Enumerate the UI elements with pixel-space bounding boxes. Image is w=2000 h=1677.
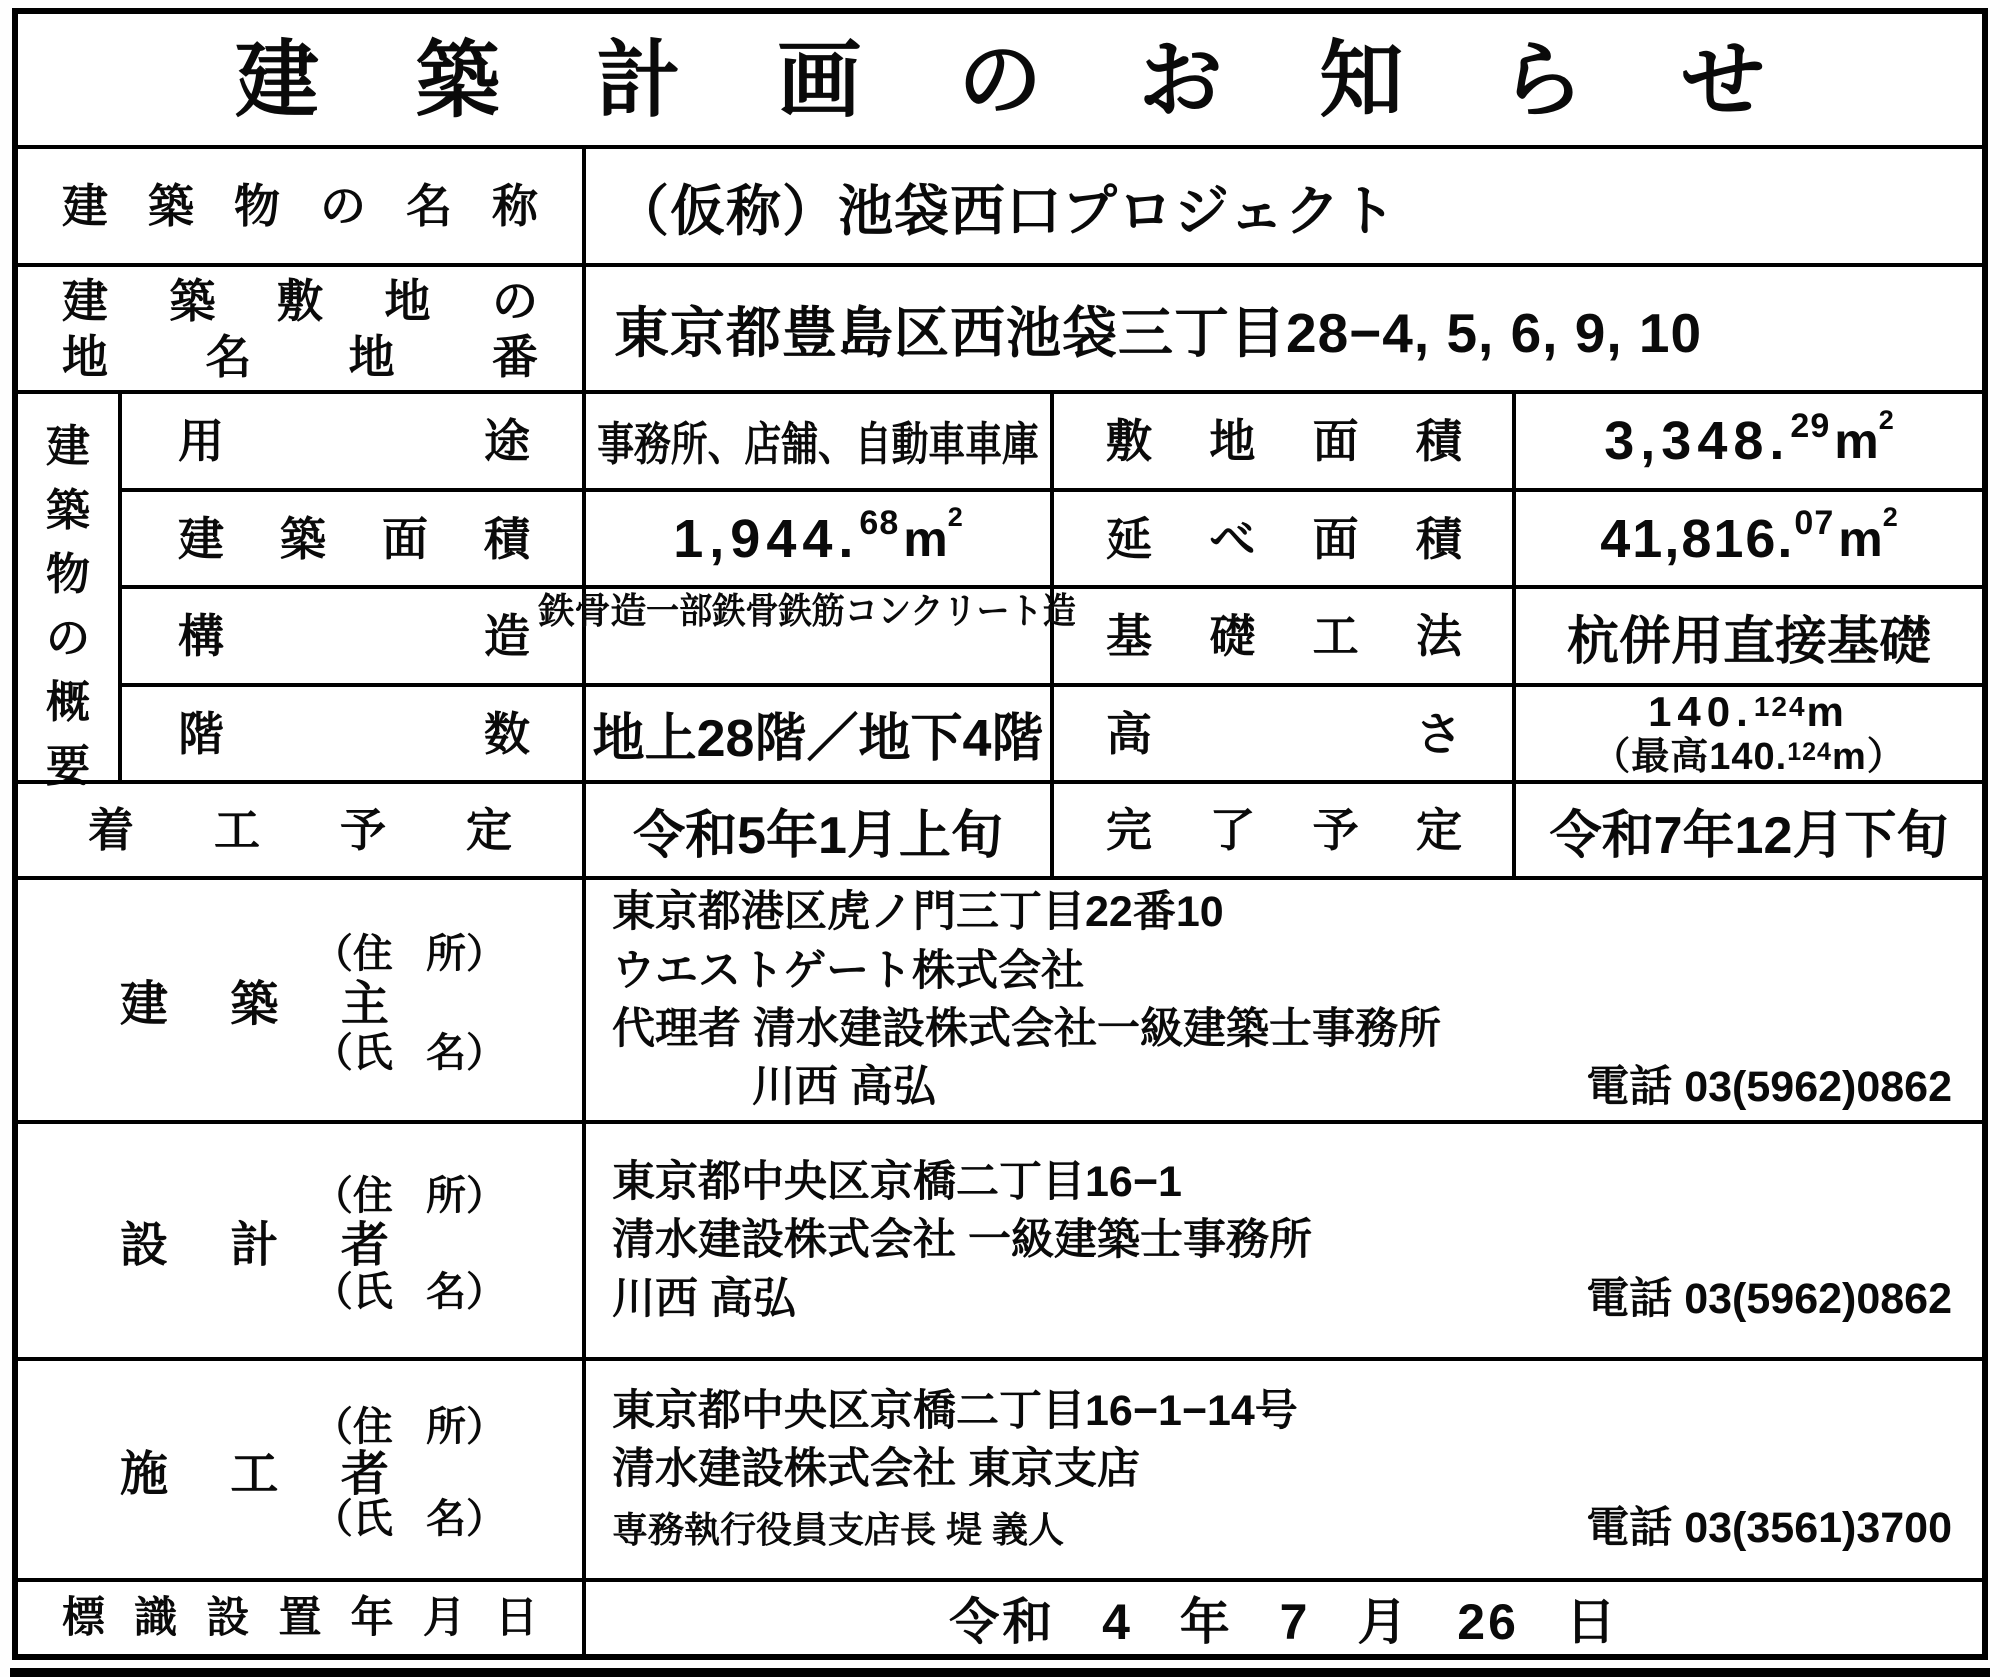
building-name-row (18, 145, 1982, 263)
designer-row (18, 1120, 1982, 1357)
contractor-address: 東京都中央区京橋二丁目16−1−14号 (612, 1386, 1298, 1435)
structure-foundation-row (118, 585, 1982, 683)
height-max-suffix: m） (1831, 735, 1906, 778)
designer-company: 清水建設株式会社 一級建築士事務所 (612, 1216, 1312, 1265)
site-address-label-line1: 建 築 敷 地 の (62, 274, 538, 327)
contractor-label: 施 工 者 (120, 1447, 389, 1501)
end-date-label: 完 了 予 定 (1106, 804, 1462, 857)
sign-date-label: 標 識 設 置 年 月 日 (62, 1593, 538, 1642)
floors-value: 地上28階／地下4階 (592, 710, 1044, 769)
end-date-value: 令和7年12月下旬 (1549, 806, 1949, 865)
contractor-value-cell (582, 1361, 1982, 1578)
owner-label-cell (18, 880, 582, 1120)
floors-height-row (118, 683, 1982, 781)
designer-person: 川西 高弘 (612, 1274, 796, 1323)
owner-address-paren-label: （住 所） (312, 931, 506, 976)
site-area-label: 敷 地 面 積 (1106, 415, 1462, 468)
structure-line1: 鉄骨造 (538, 590, 647, 632)
total-area-dec: 07 (1794, 504, 1835, 543)
schedule-row (18, 780, 1982, 876)
site-address-label-cell (18, 267, 582, 390)
height-max-prefix: （最高140. (1592, 735, 1788, 778)
usage-value-cell (582, 394, 1050, 488)
start-date-label: 着 工 予 定 (88, 804, 512, 857)
building-name-label: 建 築 物 の 名 称 (62, 180, 538, 233)
building-area-int: 1,944. (673, 508, 860, 569)
designer-address: 東京都中央区京橋二丁目16−1 (612, 1157, 1182, 1206)
total-area-int: 41,816. (1600, 508, 1795, 569)
owner-company: ウエストゲート株式会社 (612, 946, 1085, 995)
total-area-label: 延 べ 面 積 (1106, 512, 1462, 565)
overview-vertical-header-cell (18, 394, 118, 792)
sign-date-row (18, 1578, 1982, 1654)
height-unit: m (1806, 687, 1850, 735)
structure-value-cell (538, 589, 1077, 683)
square-meter-unit: m (1838, 510, 1883, 567)
height-max (1592, 736, 1905, 780)
foundation-value: 杭併用直接基礎 (1566, 612, 1931, 671)
height-label: 高 さ (1106, 707, 1462, 760)
building-name-label-cell (18, 149, 582, 263)
height-max-dec: 124 (1787, 737, 1832, 766)
owner-phone: 電話 03(5962)0862 (1586, 1063, 1952, 1112)
title-row (18, 14, 1982, 145)
contractor-row (18, 1357, 1982, 1578)
foundation-value-cell (1512, 589, 1982, 683)
usage-label: 用 途 (178, 415, 530, 468)
usage-value: 事務所、店舗、自動車車庫 (597, 418, 1039, 471)
height-int: 140. (1648, 687, 1754, 735)
owner-name-paren-label: （氏 名） (312, 1030, 506, 1075)
page-title: 建 築 計 画 の お 知 ら せ (235, 32, 1765, 127)
owner-agent: 代理者 清水建設株式会社一級建築士事務所 (612, 1004, 1441, 1053)
building-name-value: （仮称）池袋西口プロジェクト (582, 149, 1982, 263)
square-meter-exponent: 2 (947, 502, 963, 533)
designer-name-paren-label: （氏 名） (312, 1270, 506, 1315)
site-address-row (18, 263, 1982, 390)
height-main (1648, 688, 1850, 736)
building-area-label: 建 築 面 積 (178, 512, 530, 565)
designer-label-cell (18, 1124, 582, 1357)
height-value-cell (1512, 687, 1982, 781)
construction-notice-board (12, 8, 1988, 1660)
height-dec: 124 (1753, 690, 1807, 722)
floors-label: 階 数 (178, 707, 530, 760)
site-address-label-line2: 地 名 地 番 (62, 330, 538, 383)
structure-label: 構 造 (178, 610, 530, 663)
usage-site-area-row (118, 394, 1982, 488)
square-meter-unit: m (903, 510, 948, 567)
end-date-value-cell (1512, 784, 1982, 876)
structure-line2: 一部鉄骨鉄筋コンクリート造 (646, 590, 1077, 632)
owner-value-cell (582, 880, 1982, 1120)
building-area-total-area-row (118, 488, 1982, 586)
designer-phone: 電話 03(5962)0862 (1586, 1274, 1952, 1323)
contractor-name-paren-label: （氏 名） (312, 1496, 506, 1541)
overview-body (118, 394, 1982, 780)
floors-value-cell (582, 687, 1050, 781)
start-date-value-cell (582, 784, 1050, 876)
contractor-label-cell (18, 1361, 582, 1578)
start-date-value: 令和5年1月上旬 (633, 806, 1003, 865)
foundation-label: 基 礎 工 法 (1106, 610, 1462, 663)
bottom-edge-bar (10, 1668, 1990, 1677)
overview-vertical-header: 建 築 物 の 概 要 (46, 422, 90, 792)
building-area-value (582, 492, 1050, 586)
designer-address-paren-label: （住 所） (312, 1173, 506, 1218)
site-address-value: 東京都豊島区西池袋三丁目28−4, 5, 6, 9, 10 (582, 267, 1982, 390)
designer-label: 設 計 者 (120, 1218, 389, 1272)
owner-address: 東京都港区虎ノ門三丁目22番10 (612, 888, 1224, 937)
square-meter-exponent: 2 (1882, 502, 1898, 533)
sign-date-label-cell (18, 1582, 582, 1654)
contractor-phone: 電話 03(3561)3700 (1586, 1503, 1952, 1552)
total-area-value (1512, 492, 1982, 586)
contractor-person: 専務執行役員支店長 堤 義人 (612, 1508, 1065, 1550)
building-overview-section (18, 390, 1982, 792)
site-area-dec: 29 (1790, 406, 1831, 445)
sign-date-value: 令和 4 年 7 月 26 日 (582, 1582, 1982, 1654)
designer-value-cell (582, 1124, 1982, 1357)
contractor-company: 清水建設株式会社 東京支店 (612, 1445, 1140, 1494)
owner-row (18, 876, 1982, 1120)
site-area-int: 3,348. (1604, 411, 1791, 472)
owner-label: 建 築 主 (120, 978, 389, 1032)
owner-person: 川西 高弘 (752, 1063, 936, 1112)
contractor-address-paren-label: （住 所） (312, 1405, 506, 1450)
building-area-dec: 68 (859, 504, 900, 543)
square-meter-exponent: 2 (1878, 404, 1894, 435)
square-meter-unit: m (1834, 413, 1879, 470)
site-area-value (1512, 394, 1982, 488)
